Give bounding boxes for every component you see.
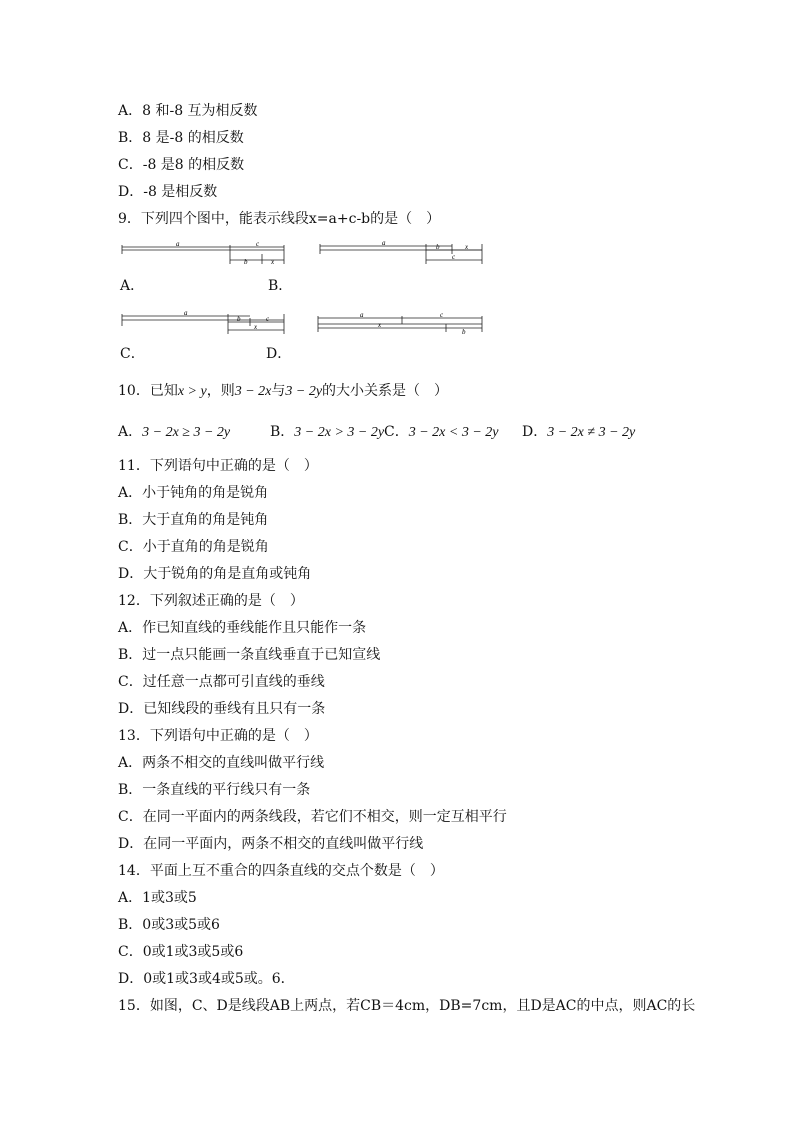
q9-b-label-b: b	[436, 243, 440, 251]
q8-option-d: D．-8 是相反数	[118, 184, 218, 200]
q10-option-d-label: D．	[522, 424, 548, 440]
q10-expr2: 3 − 2y	[285, 384, 323, 399]
q9-a-label-x: x	[271, 258, 275, 266]
q10-condition: x > y	[177, 384, 207, 399]
q9-a-label-c: c	[256, 240, 260, 248]
q9-stem: 9．下列四个图中，能表示线段x=a+c-b的是（ ）	[118, 211, 441, 227]
q10-option-d-expr: 3 − 2x ≠ 3 − 2y	[547, 425, 636, 440]
q10-option-d	[522, 423, 635, 442]
q8-option-b: B．8 是-8 的相反数	[118, 130, 244, 146]
q11-stem: 11．下列语句中正确的是（ ）	[118, 458, 318, 474]
q9-diagram-a	[120, 240, 286, 270]
q13-stem: 13．下列语句中正确的是（ ）	[118, 728, 318, 744]
q9-b-label-c: c	[452, 253, 456, 261]
q10-option-b-expr: 3 − 2x > 3 − 2y	[294, 425, 385, 440]
q9-b-label-x: x	[465, 243, 469, 251]
q10-option-b-label: B．	[270, 424, 295, 440]
q10-option-a-label: A．	[118, 424, 143, 440]
q9-label-d: D．	[266, 346, 292, 362]
q14-option-d: D．0或1或3或4或5或。6．	[118, 971, 295, 987]
q13-option-a: A．两条不相交的直线叫做平行线	[118, 755, 325, 771]
q9-label-c: C．	[120, 346, 145, 362]
q11-option-d: D．大于锐角的角是直角或钝角	[118, 566, 312, 582]
q9-diagram-d	[316, 312, 484, 340]
q10-option-c	[384, 423, 499, 442]
q9-a-label-b: b	[244, 258, 248, 266]
q10-expr1: 3 − 2x	[234, 384, 272, 399]
q14-option-a: A．1或3或5	[118, 890, 197, 906]
q12-option-d: D．已知线段的垂线有且只有一条	[118, 701, 326, 717]
q9-a-label-a: a	[176, 240, 180, 248]
q12-option-a: A．作已知直线的垂线能作且只能作一条	[118, 620, 367, 636]
q9-c-label-x: x	[254, 323, 258, 331]
q9-diagram-c	[120, 310, 286, 340]
q10-option-a	[118, 423, 230, 442]
q14-option-c: C．0或1或3或5或6	[118, 944, 244, 960]
q12-option-b: B．过一点只能画一条直线垂直于已知宣线	[118, 647, 381, 663]
q13-option-c: C．在同一平面内的两条线段，若它们不相交，则一定互相平行	[118, 809, 507, 825]
q10-stem-prefix: 10．已知	[118, 383, 178, 399]
q11-option-a: A．小于钝角的角是锐角	[118, 485, 269, 501]
q9-label-a: A．	[120, 278, 145, 294]
q9-c-label-a: a	[184, 310, 188, 317]
q9-d-label-b: b	[462, 328, 466, 336]
q8-option-a: A．8 和-8 互为相反数	[118, 103, 258, 119]
q14-stem: 14．平面上互不重合的四条直线的交点个数是（ ）	[118, 863, 444, 879]
q10-option-a-expr: 3 − 2x ≥ 3 − 2y	[142, 425, 231, 440]
q15-stem: 15．如图，C、D是线段AB上两点，若CB＝4cm，DB=7cm，且D是AC的中点，则AC的长	[118, 998, 696, 1014]
q9-d-label-c: c	[440, 312, 444, 319]
q12-stem: 12．下列叙述正确的是（ ）	[118, 593, 304, 609]
q9-d-label-x: x	[378, 321, 382, 329]
q10-option-c-label: C．	[384, 424, 409, 440]
q10-stem-suffix: 的大小关系是（ ）	[322, 383, 449, 399]
q10-stem	[118, 382, 448, 401]
q10-option-c-expr: 3 − 2x < 3 − 2y	[408, 425, 499, 440]
q11-option-c: C．小于直角的角是锐角	[118, 539, 269, 555]
q10-stem-mid2: 与	[271, 383, 286, 399]
q11-option-b: B．大于直角的角是钝角	[118, 512, 269, 528]
q9-diagram-b	[318, 238, 484, 270]
q9-label-b: B．	[268, 278, 293, 294]
q10-option-b	[270, 423, 384, 442]
q8-option-c: C．-8 是8 的相反数	[118, 157, 245, 173]
q9-d-label-a: a	[360, 312, 364, 319]
q9-c-label-c: c	[266, 315, 270, 323]
q9-c-label-b: b	[237, 315, 241, 323]
q14-option-b: B．0或3或5或6	[118, 917, 220, 933]
q13-option-b: B．一条直线的平行线只有一条	[118, 782, 311, 798]
q13-option-d: D．在同一平面内，两条不相交的直线叫做平行线	[118, 836, 424, 852]
q10-stem-mid1: ，则	[206, 383, 235, 399]
q12-option-c: C．过任意一点都可引直线的垂线	[118, 674, 325, 690]
q9-b-label-a: a	[382, 239, 386, 247]
